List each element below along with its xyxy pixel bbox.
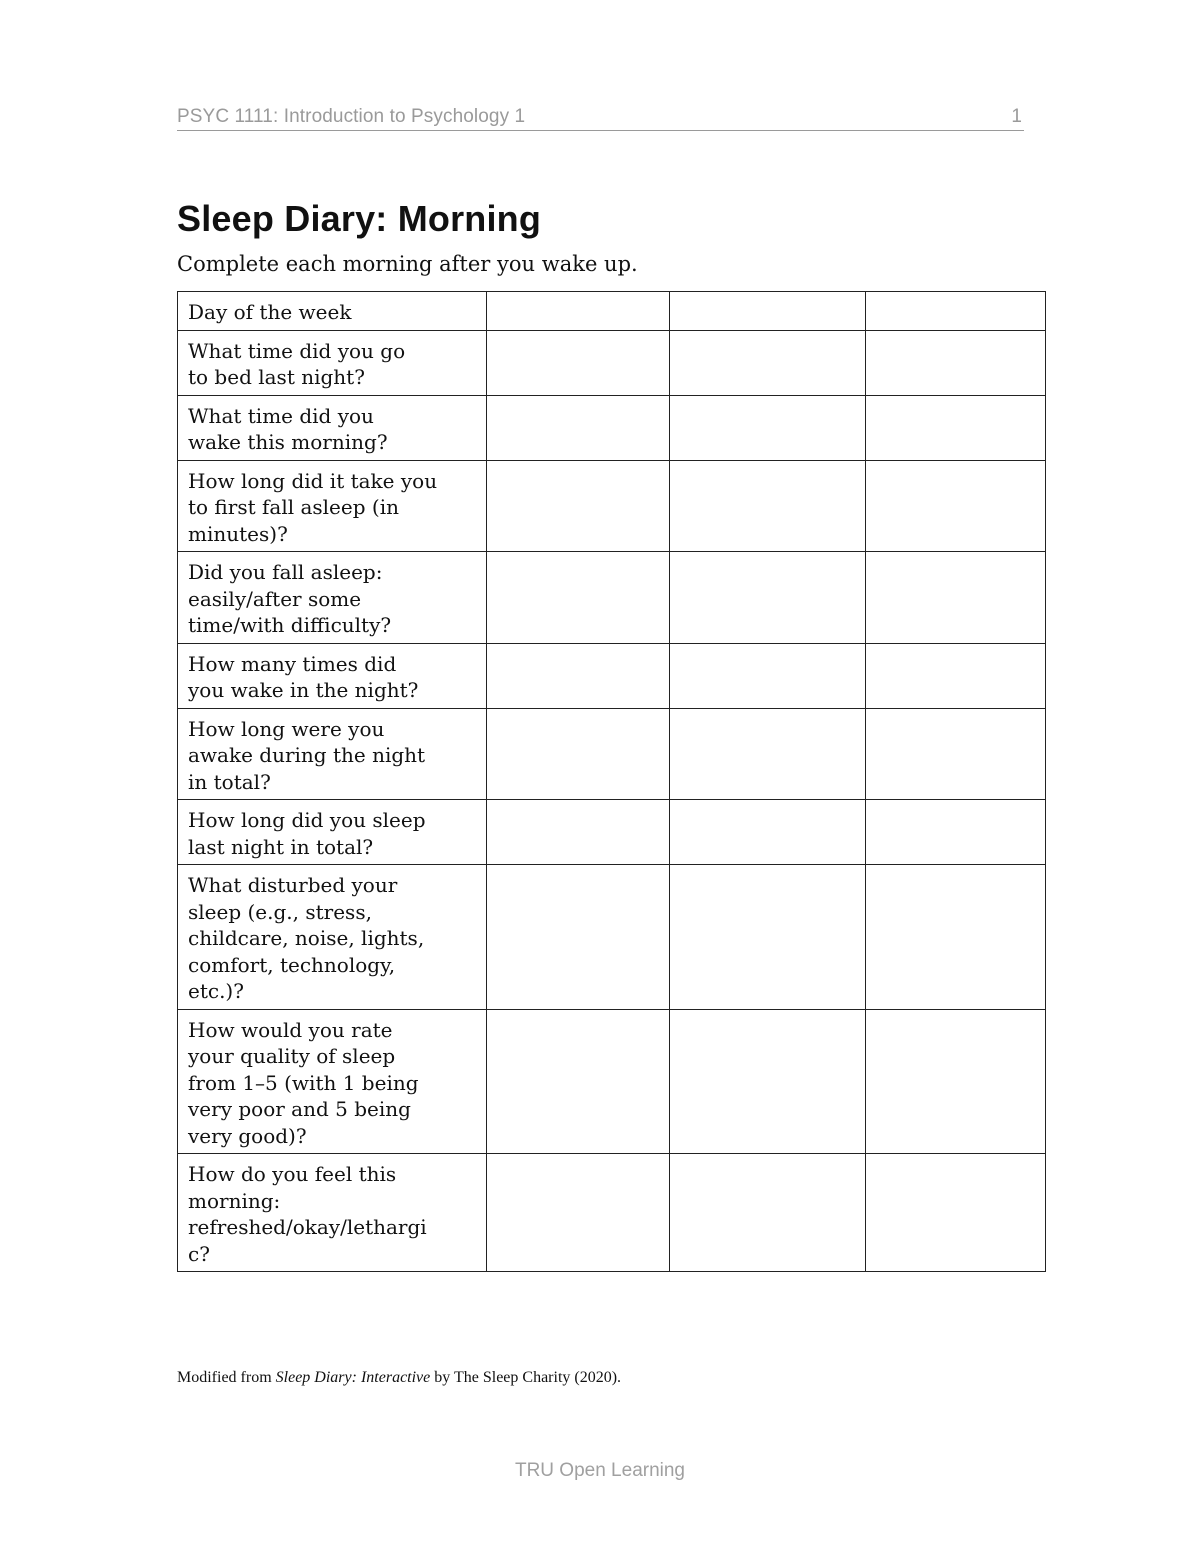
table-row bbox=[178, 460, 1046, 552]
entry-cell[interactable] bbox=[866, 292, 1046, 331]
question-cell: How do you feel this morning: refreshed/okay/lethargi c? bbox=[178, 1154, 487, 1272]
entry-cell[interactable] bbox=[670, 292, 866, 331]
sleep-diary-table bbox=[177, 291, 1046, 1272]
question-cell: What time did you wake this morning? bbox=[178, 395, 487, 460]
entry-cell[interactable] bbox=[487, 460, 670, 552]
sleep-diary-table-body bbox=[178, 292, 1046, 1272]
entry-cell[interactable] bbox=[487, 643, 670, 708]
entry-cell[interactable] bbox=[670, 395, 866, 460]
page-title: Sleep Diary: Morning bbox=[177, 198, 542, 239]
page-number: 1 bbox=[1011, 106, 1022, 127]
citation-source-title: Sleep Diary: Interactive bbox=[275, 1369, 431, 1386]
table-row bbox=[178, 865, 1046, 1010]
table-row bbox=[178, 552, 1046, 644]
page-header bbox=[177, 104, 1024, 131]
entry-cell[interactable] bbox=[487, 552, 670, 644]
question-cell: How would you rate your quality of sleep from 1–5 (with 1 being very poor and 5 being very good)? bbox=[178, 1009, 487, 1154]
question-cell: What time did you go to bed last night? bbox=[178, 330, 487, 395]
entry-cell[interactable] bbox=[866, 1154, 1046, 1272]
table-row bbox=[178, 708, 1046, 800]
entry-cell[interactable] bbox=[670, 708, 866, 800]
citation bbox=[177, 1369, 621, 1387]
entry-cell[interactable] bbox=[487, 330, 670, 395]
entry-cell[interactable] bbox=[487, 708, 670, 800]
question-cell: How long did you sleep last night in total? bbox=[178, 800, 487, 865]
entry-cell[interactable] bbox=[487, 395, 670, 460]
entry-cell[interactable] bbox=[487, 1009, 670, 1154]
entry-cell[interactable] bbox=[866, 552, 1046, 644]
table-row bbox=[178, 395, 1046, 460]
page-footer: TRU Open Learning bbox=[514, 1460, 686, 1481]
table-row bbox=[178, 643, 1046, 708]
entry-cell[interactable] bbox=[670, 800, 866, 865]
entry-cell[interactable] bbox=[866, 800, 1046, 865]
entry-cell[interactable] bbox=[866, 643, 1046, 708]
entry-cell[interactable] bbox=[866, 865, 1046, 1010]
entry-cell[interactable] bbox=[866, 1009, 1046, 1154]
entry-cell[interactable] bbox=[487, 865, 670, 1010]
entry-cell[interactable] bbox=[670, 643, 866, 708]
entry-cell[interactable] bbox=[866, 708, 1046, 800]
entry-cell[interactable] bbox=[866, 330, 1046, 395]
citation-prefix: Modified from bbox=[177, 1369, 276, 1386]
table-row bbox=[178, 1154, 1046, 1272]
question-cell: How many times did you wake in the night? bbox=[178, 643, 487, 708]
table-row bbox=[178, 330, 1046, 395]
entry-cell[interactable] bbox=[866, 460, 1046, 552]
entry-cell[interactable] bbox=[670, 552, 866, 644]
table-row bbox=[178, 1009, 1046, 1154]
page-subtitle: Complete each morning after you wake up. bbox=[177, 252, 638, 276]
entry-cell[interactable] bbox=[670, 330, 866, 395]
question-cell: What disturbed your sleep (e.g., stress, childcare, noise, lights, comfort, technology, etc.)? bbox=[178, 865, 487, 1010]
entry-cell[interactable] bbox=[487, 800, 670, 865]
entry-cell[interactable] bbox=[670, 1154, 866, 1272]
question-cell: Did you fall asleep: easily/after some time/with difficulty? bbox=[178, 552, 487, 644]
table-row bbox=[178, 292, 1046, 331]
question-cell: How long were you awake during the night in total? bbox=[178, 708, 487, 800]
entry-cell[interactable] bbox=[670, 460, 866, 552]
entry-cell[interactable] bbox=[866, 395, 1046, 460]
question-cell: How long did it take you to first fall asleep (in minutes)? bbox=[178, 460, 487, 552]
question-cell: Day of the week bbox=[178, 292, 487, 331]
entry-cell[interactable] bbox=[487, 292, 670, 331]
entry-cell[interactable] bbox=[487, 1154, 670, 1272]
citation-suffix: by The Sleep Charity (2020). bbox=[430, 1369, 622, 1386]
table-row bbox=[178, 800, 1046, 865]
entry-cell[interactable] bbox=[670, 1009, 866, 1154]
entry-cell[interactable] bbox=[670, 865, 866, 1010]
course-title: PSYC 1111: Introduction to Psychology 1 bbox=[177, 106, 526, 127]
